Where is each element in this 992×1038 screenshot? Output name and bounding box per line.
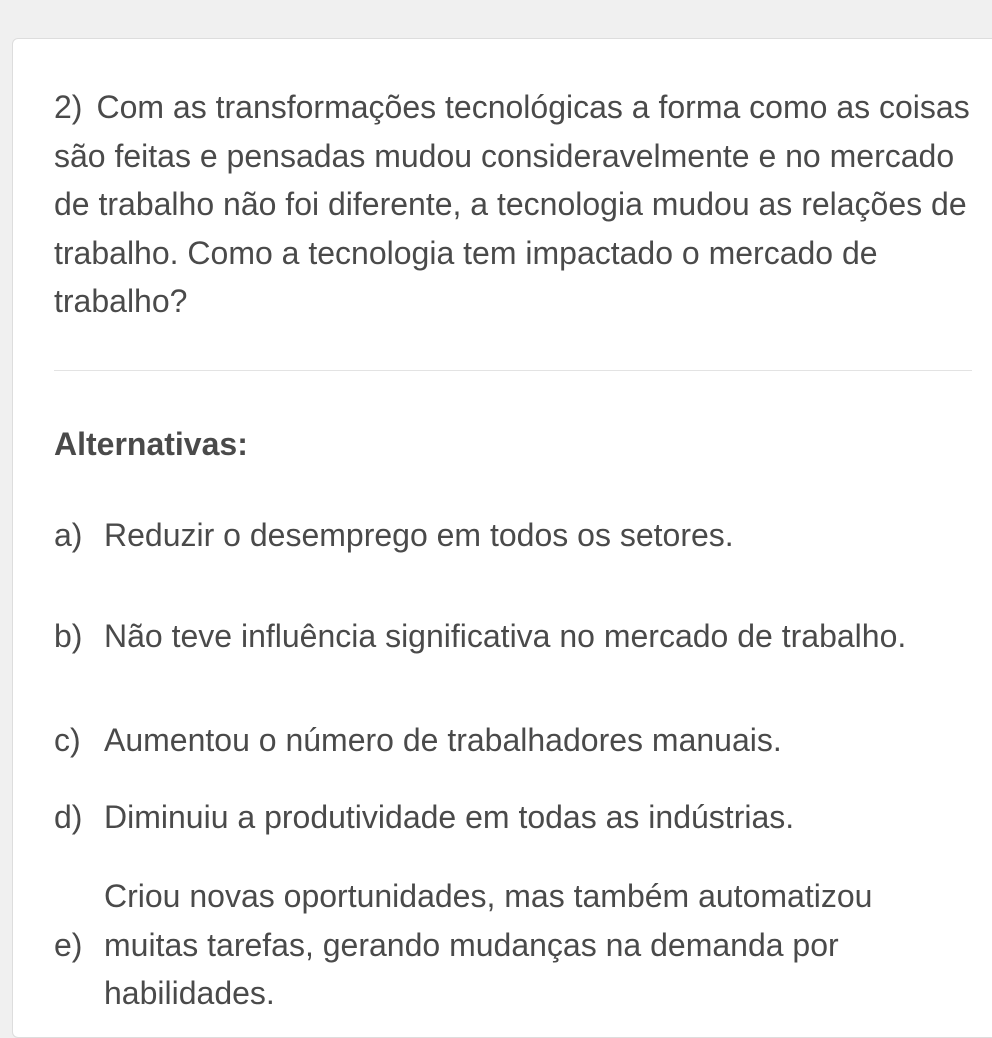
option-e[interactable] <box>54 872 954 1018</box>
option-letter: d) <box>54 799 83 835</box>
option-letter: c) <box>54 722 81 758</box>
option-letter: e) <box>54 926 83 963</box>
option-d[interactable] <box>54 793 954 842</box>
question-number: 2) <box>54 89 83 125</box>
option-text: Diminuiu a produtividade em todas as indústrias. <box>104 799 795 835</box>
option-text: Criou novas oportunidades, mas também automatizou muitas tarefas, gerando mudanças na demanda por habilidades. <box>104 878 873 1011</box>
option-text: Reduzir o desemprego em todos os setores. <box>104 517 734 553</box>
option-letter: a) <box>54 517 83 553</box>
question-card <box>12 38 992 1038</box>
option-c[interactable] <box>54 716 954 765</box>
option-a[interactable] <box>54 511 954 560</box>
question-text-block <box>54 83 979 326</box>
divider <box>54 370 972 371</box>
option-text: Aumentou o número de trabalhadores manuais. <box>104 722 782 758</box>
option-letter: b) <box>54 618 83 654</box>
option-text: Não teve influência significativa no mercado de trabalho. <box>104 618 907 654</box>
option-b[interactable] <box>54 612 954 661</box>
question-text: Com as transformações tecnológicas a forma como as coisas são feitas e pensadas mudou consideravelmente e no mercado de trabalho não foi diferente, a tecnologia mudou as relações de trabalho. Como a tecnologia tem impactado o mercado de trabalho? <box>54 89 970 319</box>
alternatives-title: Alternativas: <box>54 426 248 462</box>
